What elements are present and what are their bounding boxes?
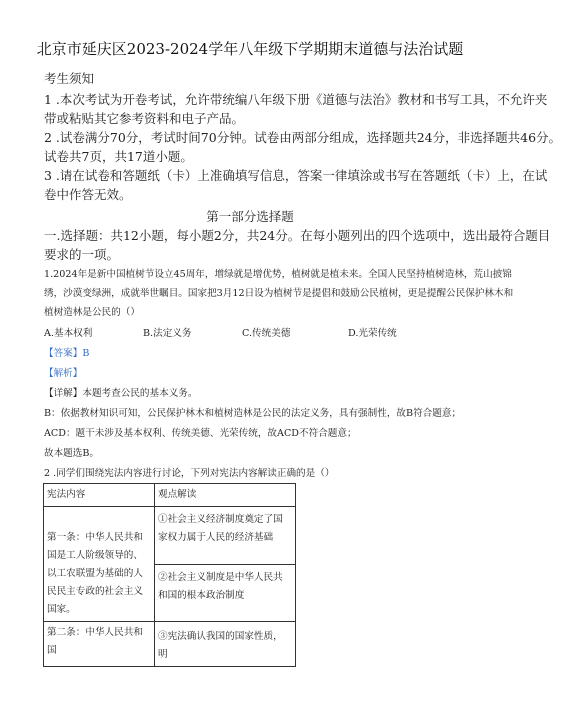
- q1-option-d: D.光荣传统: [348, 328, 397, 339]
- notice-line-1: 1 .本次考试为开卷考试，允许带统编八年级下册《道德与法治》教材和书写工具，不允许夹: [44, 92, 548, 107]
- q1-stem-line-1: 1.2024年是新中国植树节设立45周年，增绿就是增优势，植树就是植未来。全国人民坚持植树造林，荒山披锦: [44, 269, 512, 280]
- q1-explain-b: B：依据教材知识可知，公民保护林木和植树造林是公民的法定义务，具有强制性，故B符合题意；: [44, 408, 462, 419]
- q1-stem-line-2: 绣，沙漠变绿洲，成就举世瞩目。国家把3月12日设为植树节是提倡和鼓励公民植树，更是提醒公民保护林木和: [44, 288, 514, 299]
- q1-detail: 【详解】本题考查公民的基本义务。: [44, 388, 198, 399]
- q1-option-b: B.法定义务: [143, 328, 192, 339]
- q1-analysis-label: 【解析】: [44, 368, 83, 379]
- notice-line-6: 卷中作答无效。: [44, 187, 132, 202]
- table-row: [44, 507, 296, 565]
- table-cell-view-2: ②社会主义制度是中华人民共和国的根本政治制度: [155, 564, 296, 622]
- table-row: [44, 484, 296, 507]
- part1-heading: 第一部分选择题: [206, 209, 294, 224]
- table-cell-article-1: 第一条：中华人民共和国是工人阶级领导的、以工农联盟为基础的人民民主专政的社会主义国家。: [44, 507, 155, 622]
- part1-instruction-1: 一.选择题：共12小题，每小题2分，共24分。在每小题列出的四个选项中，选出最符合题目: [44, 228, 551, 243]
- exam-title: 北京市延庆区2023-2024学年八年级下学期期末道德与法治试题: [36, 40, 464, 58]
- table-header-interpretation: 观点解读: [155, 484, 296, 507]
- table-cell-view-1: ①社会主义经济制度奠定了国家权力属于人民的经济基础: [155, 507, 296, 565]
- q1-conclusion: 故本题选B。: [44, 448, 100, 459]
- q1-explain-acd: ACD：题干未涉及基本权利、传统美德、光荣传统，故ACD不符合题意；: [44, 428, 357, 439]
- q2-table: [43, 483, 296, 667]
- q1-option-a: A.基本权利: [44, 328, 93, 339]
- notice-line-2: 带或粘贴其它参考资料和电子产品。: [44, 111, 245, 126]
- q1-stem-line-3: 植树造林是公民的（）: [44, 307, 140, 318]
- q2-stem: 2 .同学们围绕宪法内容进行讨论，下列对宪法内容解读正确的是（）: [44, 468, 335, 479]
- table-header-content: 宪法内容: [44, 484, 155, 507]
- notice-line-5: 3 .请在试卷和答题纸（卡）上准确填写信息，答案一律填涂或书写在答题纸（卡）上，在试: [44, 168, 548, 183]
- notice-line-4: 试卷共7页，共17道小题。: [44, 149, 193, 164]
- table-cell-article-2: 第二条：中华人民共和国: [44, 622, 155, 667]
- q1-answer: 【答案】B: [44, 348, 90, 359]
- notice-heading: 考生须知: [44, 71, 95, 86]
- table-row: [44, 622, 296, 667]
- q1-option-c: C.传统美德: [242, 328, 291, 339]
- table-cell-view-3: ③宪法确认我国的国家性质，明: [155, 622, 296, 667]
- notice-line-3: 2 .试卷满分70分，考试时间70分钟。试卷由两部分组成，选择题共24分，非选择题共46分。: [44, 130, 561, 145]
- part1-instruction-2: 要求的一项。: [44, 247, 120, 262]
